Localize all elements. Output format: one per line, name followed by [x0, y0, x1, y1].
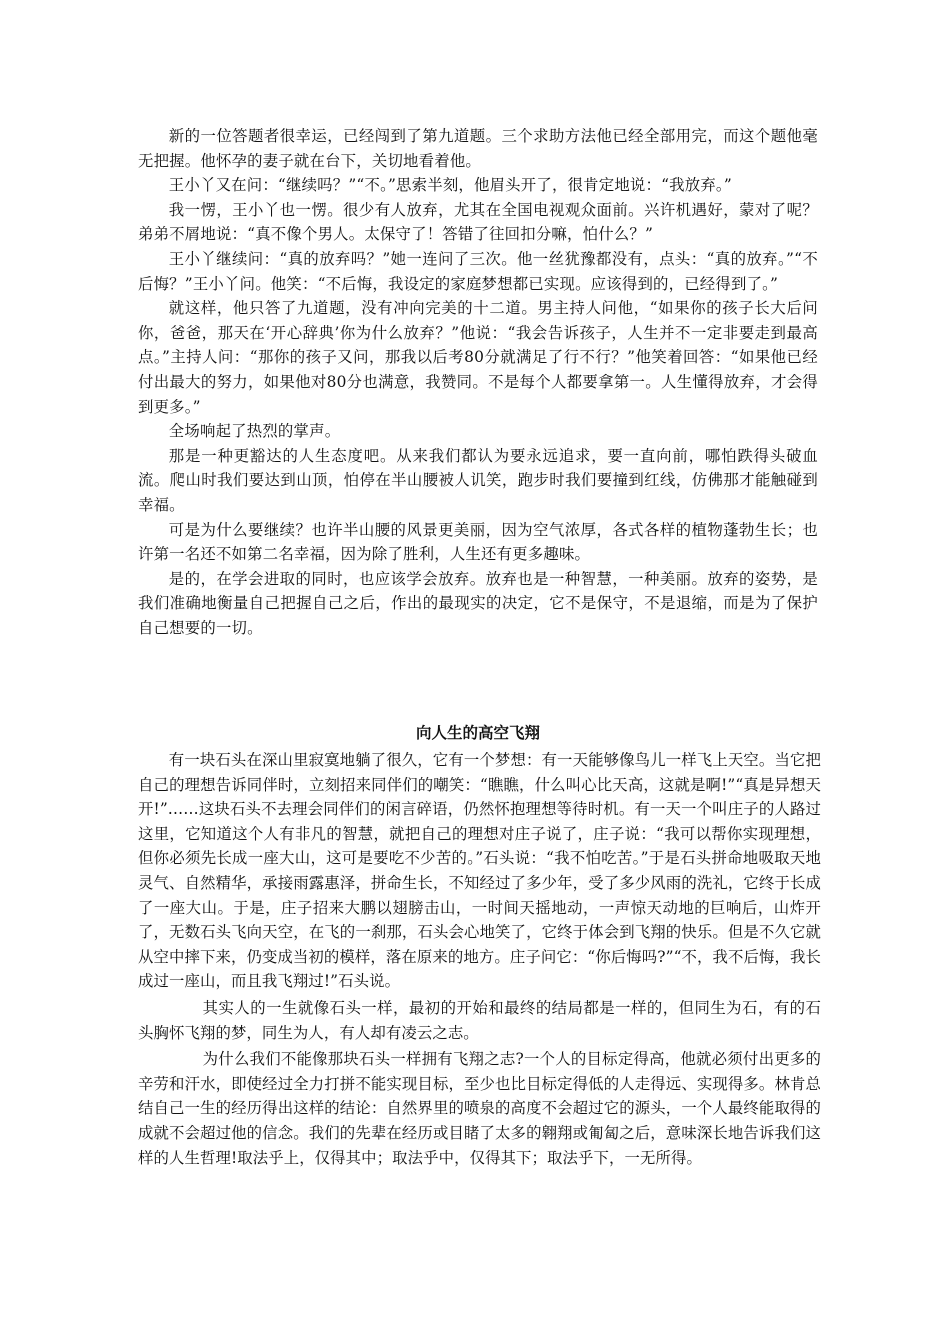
paragraph: 王小丫又在问：“继续吗？”“不。”思索半刻，他眉头开了，很肯定地说：“我放弃。” — [168, 176, 732, 195]
paragraph: 就这样，他只答了九道题，没有冲向完美的十二道。男主持人问他，“如果你的孩子长大后问你，爸爸，那天在‘开心辞典’你为什么放弃？”他说：“我会告诉孩子，人生并不一定非要走到最高点。”主持人问：“那你的孩子又问，那我以后考80分就满足了行不行？”他笑着回答：“如果他已经付出最大的努力，如果他对80分也满意，我赞同。不是每个人都要拿第一。人生懂得放弃，才会得到更多。” — [138, 299, 818, 416]
paragraph: 新的一位答题者很幸运，已经闯到了第九道题。三个求助方法他已经全部用完，而这个题他毫无把握。他怀孕的妻子就在台下，关切地看着他。 — [138, 127, 818, 170]
paragraph: 王小丫继续问：“真的放弃吗？”她一连问了三次。他一丝犹豫都没有，点头：“真的放弃。”“不后悔？”王小丫问。他笑：“不后悔，我设定的家庭梦想都已实现。应该得到的，已经得到了。” — [138, 249, 818, 293]
essay-section-flying — [138, 748, 821, 1170]
paragraph: 其实人的一生就像石头一样，最初的开始和最终的结局都是一样的，但同生为石，有的石头胸怀飞翔的梦，同生为人，有人却有凌云之志。 — [138, 998, 821, 1042]
paragraph: 那是一种更豁达的人生态度吧。从来我们都认为要永远追求，要一直向前，哪怕跌得头破血流。爬山时我们要达到山顶，怕停在半山腰被人讥笑，跑步时我们要撞到红线，仿佛那才能触碰到幸福。 — [138, 446, 818, 514]
paragraph: 全场响起了热烈的掌声。 — [168, 422, 341, 441]
paragraph: 可是为什么要继续？也许半山腰的风景更美丽，因为空气浓厚，各式各样的植物蓬勃生长；也许第一名还不如第二名幸福，因为除了胜利，人生还有更多趣味。 — [138, 520, 818, 564]
paragraph: 为什么我们不能像那块石头一样拥有飞翔之志?一个人的目标定得高，他就必须付出更多的辛劳和汗水，即使经过全力打拼不能实现目标，至少也比目标定得低的人走得远、实现得多。林肯总结自己一生的经历得出这样的结论：自然界里的喷泉的高度不会超过它的源头，一个人最终能取得的成就不会超过他的信念。我们的先辈在经历或目睹了太多的翱翔或匍匐之后，意味深长地告诉我们这样的人生哲理!取法乎上，仅得其中；取法乎中，仅得其下；取法乎下，一无所得。 — [138, 1050, 821, 1167]
paragraph: 是的，在学会进取的同时，也应该学会放弃。放弃也是一种智慧，一种美丽。放弃的姿势，是我们准确地衡量自己把握自己之后，作出的最现实的决定，它不是保守，不是退缩，而是为了保护自己想要的一切。 — [138, 569, 818, 637]
essay-section-giving-up — [138, 124, 818, 640]
paragraph: 有一块石头在深山里寂寞地躺了很久，它有一个梦想：有一天能够像鸟儿一样飞上天空。当它把自己的理想告诉同伴时，立刻招来同伴们的嘲笑：“瞧瞧，什么叫心比天高，这就是啊!”“真是异想天开!”……这块石头不去理会同伴们的闲言碎语，仍然怀抱理想等待时机。有一天一个叫庄子的人路过这里，它知道这个人有非凡的智慧，就把自己的理想对庄子说了，庄子说：“我可以帮你实现理想，但你必须先长成一座大山，这可是要吃不少苦的。”石头说：“我不怕吃苦。”于是石头拼命地吸取天地灵气、自然精华，承接雨露惠泽，拼命生长，不知经过了多少年，受了多少风雨的洗礼，它终于长成了一座大山。于是，庄子招来大鹏以翅膀击山，一时间天摇地动，一声惊天动地的巨响后，山炸开了，无数石头飞向天空，在飞的一刹那，石头会心地笑了，它终于体会到飞翔的快乐。但是不久它就从空中摔下来，仍变成当初的模样，落在原来的地方。庄子问它：“你后悔吗?”“不，我不后悔，我长成过一座山，而且我飞翔过!”石头说。 — [138, 751, 821, 991]
essay-title: 向人生的高空飞翔 — [415, 724, 540, 742]
paragraph: 我一愣，王小丫也一愣。很少有人放弃，尤其在全国电视观众面前。兴许机遇好，蒙对了呢？弟弟不屑地说：“真不像个男人。太保守了！答错了往回扣分嘛，怕什么？” — [138, 200, 818, 244]
